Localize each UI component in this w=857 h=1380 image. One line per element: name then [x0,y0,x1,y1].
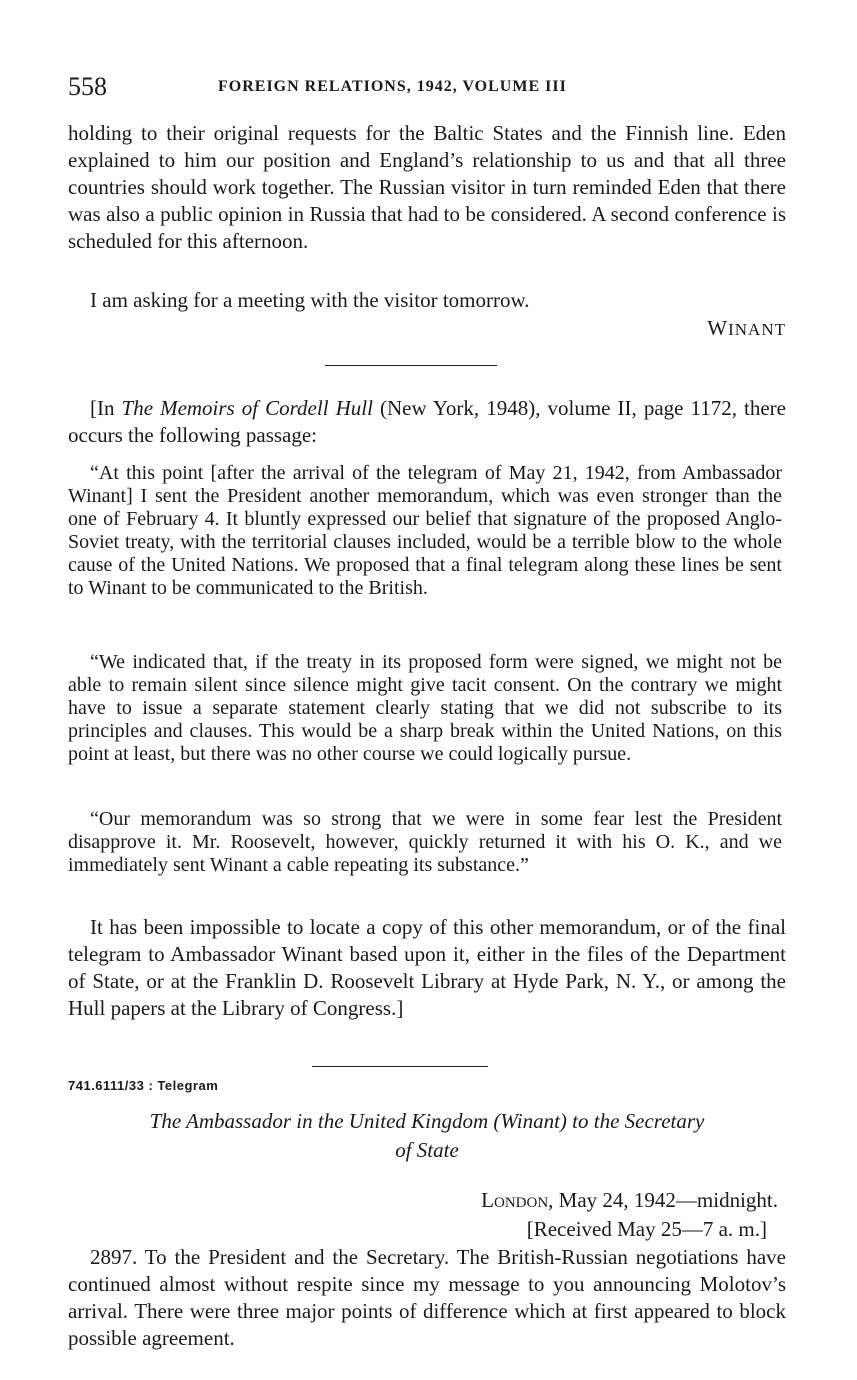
running-title: FOREIGN RELATIONS, 1942, VOLUME III [218,78,567,95]
section-divider [325,365,497,366]
editor-note-intro [68,395,786,449]
document-divider [312,1066,488,1067]
quote-paragraph-1: “At this point [after the arrival of the telegram of May 21, 1942, from Ambassador Winant] I sent the President another memorandum, which was even stronger than the one of February 4. It bluntly expressed our belief that signature of the proposed Anglo-Soviet treaty, with the territorial clauses included, would be a terrible blow to the whole cause of the United Nations. We proposed that a final telegram along these lines be sent to Winant to be communicated to the British. [68,462,782,599]
document-title-line-1: The Ambassador in the United Kingdom (Winant) to the Secretary [149,1109,705,1133]
telegram-body: 2897. To the President and the Secretary. The British-Russian negotiations have continued almost without respite since my message to you announcing Molotov’s arrival. There were three major points of difference which at first appeared to block possible agreement. [68,1245,786,1350]
signature-initial: W [707,316,729,340]
file-number: 741.6111/33 : Telegram [68,1078,219,1093]
document-title-line-2: of State [395,1138,459,1162]
editor-note-open: [In [90,396,122,420]
page-number: 558 [68,72,107,101]
meeting-paragraph: I am asking for a meeting with the visitor tomorrow. [90,288,530,312]
editor-note-conclusion: It has been impossible to locate a copy of this other memorandum, or of the final telegram to Ambassador Winant based upon it, either in the files of the Department of State, or at the Franklin D. Roosevelt Library at Hyde Park, N. Y., or among the Hull papers at the Library of Congress.] [68,915,786,1020]
dateline-date: May 24, 1942—midnight. [553,1188,778,1212]
signature-rest: INANT [728,320,786,339]
signature-winant [707,316,786,341]
quote-paragraph-2: “We indicated that, if the treaty in its proposed form were signed, we might not be able to remain silent since silence might give tacit consent. On the contrary we might have to issue a separate statement clearly stating that we did not subscribe to its principles and clauses. This would be a sharp break within the United Nations, on this point at least, but there was no other course we could logically pursue. [68,651,782,765]
quote-paragraph-3: “Our memorandum was so strong that we were in some fear lest the President disapprove it. Mr. Roosevelt, however, quickly returned it with his O. K., and we immediately sent Winant a cable repeating its substance.” [68,808,782,876]
book-title: The Memoirs of Cordell Hull [121,396,373,420]
editor-note-rest: (New York, 1948), volume II, page 1172, there occurs the following passage: [68,396,786,447]
continued-paragraph: holding to their original requests for the Baltic States and the Finnish line. Eden explained to him our position and England’s relationship to us and that all three countries should work together. The Russian visitor in turn reminded Eden that there was also a public opinion in Russia that had to be considered. A second conference is scheduled for this afternoon. [68,121,786,253]
document-title [68,1107,786,1165]
received-note: [Received May 25—7 a. m.] [526,1217,767,1241]
running-header [68,72,788,102]
dateline-place: London, [481,1188,554,1212]
dateline [481,1186,778,1215]
